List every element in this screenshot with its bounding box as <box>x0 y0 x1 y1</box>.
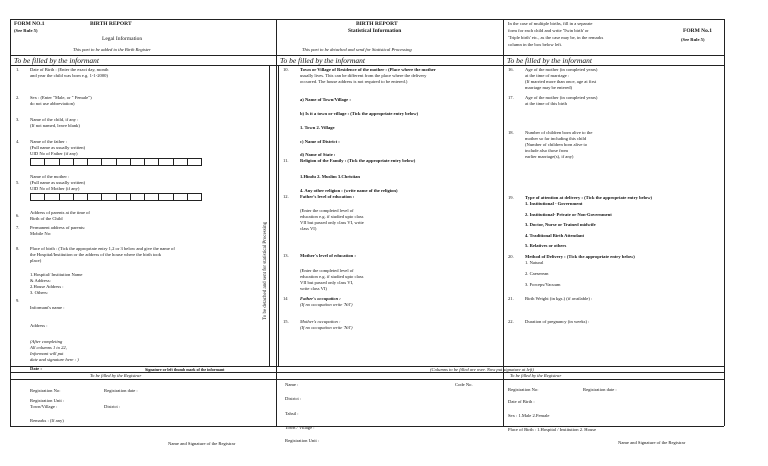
field-number: 11. <box>283 158 289 163</box>
occupation-hint: (If no occupation write 'Nil') <box>300 325 353 330</box>
field-sex-hint: do not use abbreviation) <box>30 101 75 106</box>
field-method-delivery[interactable]: Method of Delivery : (Tick the appropriate entry below) <box>525 254 635 259</box>
rule-line <box>724 19 725 426</box>
education-hint: VII but passed only class VI, write <box>300 220 364 225</box>
town-village[interactable]: Town/Village : <box>30 404 58 409</box>
detach-instruction: To be detached and sent for statistical Processing <box>263 221 268 320</box>
option-house-address[interactable]: 2.House Address : <box>30 284 64 289</box>
rule-line <box>10 366 724 367</box>
field-informant-address[interactable]: Address : <box>30 323 48 328</box>
field-number: 16. <box>508 67 514 72</box>
field-number: 17. <box>508 95 514 100</box>
field-number: 7. <box>16 225 20 230</box>
education-hint: VII but passed only class VI, <box>300 280 354 285</box>
rule-line <box>10 19 724 20</box>
field-number: 15. <box>283 319 289 324</box>
field-number: 8. <box>16 246 20 251</box>
completion-note: (After completing <box>30 339 63 344</box>
option-attention[interactable]: 5. Relatives or others <box>525 243 567 248</box>
education-hint: class VI) <box>300 226 317 231</box>
field-parents-address-hint: Birth of the Child <box>30 216 63 221</box>
rule-line <box>269 66 270 366</box>
field-child-name-hint: (If not named, leave blank) <box>30 123 80 128</box>
code-number[interactable]: Code No. <box>455 382 473 387</box>
field-permanent-address[interactable]: Permanent address of parents: <box>30 225 86 230</box>
report-title: BIRTH REPORT <box>90 21 132 27</box>
district[interactable]: District : <box>285 396 302 401</box>
field-religion[interactable]: Religion of the Family : (Tick the appropriate entry below) <box>300 158 416 163</box>
option-hospital[interactable]: 1.Hospital/ Institution Name <box>30 272 83 277</box>
option-town-village[interactable]: 1. Town 2. Village <box>300 125 335 130</box>
field-mother-residence-hint: occurred. The house address is not required to be entered.) <box>300 79 408 84</box>
rule-line <box>276 19 277 426</box>
district[interactable]: District : <box>104 404 121 409</box>
field-father-occupation[interactable]: Father's occupation : <box>300 296 341 301</box>
option-attention[interactable]: 4. Traditional Birth Attendant <box>525 233 585 238</box>
registration-unit[interactable]: Registration Unit : <box>285 438 320 443</box>
field-child-name[interactable]: Name of the child, if any : <box>30 117 79 122</box>
section-title-informant: To be filled by the informant <box>280 56 365 65</box>
field-number: 3. <box>16 117 20 122</box>
field-district[interactable]: c) Name of District : <box>300 139 340 144</box>
completion-note: All columns 1 to 22, <box>30 345 67 350</box>
option-other-religion[interactable]: 4. Any other religion : (write name of the religion) <box>300 188 398 193</box>
education-hint: (Enter the completed level of <box>300 208 354 213</box>
option-delivery[interactable]: 2. Caeserean <box>525 271 549 276</box>
rule-line <box>10 19 11 426</box>
date-of-birth[interactable]: Date of Birth : <box>508 399 535 404</box>
multiple-birth-note: 'Triple birth' etc., as the case may be, in the remarks <box>508 35 604 40</box>
field-birth-weight[interactable]: Birth Weight (in kgs.) (if available) : <box>525 296 593 301</box>
informant-signature[interactable]: Signature or left thumb mark of the informant <box>145 367 225 372</box>
field-number: 14 <box>283 296 288 301</box>
field-number: 19. <box>508 195 514 200</box>
field-sex[interactable]: Sex : (Enter "Male, or " Female") <box>30 95 92 100</box>
education-hint: education e.g. if studied upto class <box>300 214 364 219</box>
tahsil[interactable]: Tahsil : <box>285 411 299 416</box>
rule-line <box>10 379 724 380</box>
rule-line <box>10 55 724 56</box>
field-hint: include also those from <box>525 148 568 153</box>
field-pregnancy-duration[interactable]: Duration of pregnancy (in weeks) : <box>525 319 590 324</box>
field-informant-name[interactable]: Informant's name : <box>30 305 65 310</box>
field-date-of-birth[interactable]: Date of Birth : (Enter the exact day, month <box>30 67 109 72</box>
stat-report-subtitle: Statistical Information <box>348 28 402 34</box>
father-uid-boxes[interactable] <box>30 158 202 166</box>
registrar-signature[interactable]: Name and Signature of the Registrar <box>618 440 686 445</box>
option-religion[interactable]: 1.Hindu 2. Muslim 3.Christian <box>300 174 360 179</box>
multiple-birth-note: In the case of multiple births, fill in a separate <box>508 21 593 26</box>
option-others[interactable]: 3. Others: <box>30 290 49 295</box>
field-number: 2. <box>16 95 20 100</box>
field-hint: marriage may be entered) <box>525 85 573 90</box>
field-mother-name-hint: (Full name as usually written) <box>30 180 86 185</box>
field-number: 6. <box>16 213 20 218</box>
columns-completed-note: (Columns to be filled are over. Now put signature at left) <box>430 367 534 372</box>
field-father-uid: UID No of Father (if any) <box>30 151 78 156</box>
registration-number[interactable]: Registration No: <box>508 387 539 392</box>
field-number: 9. <box>16 298 20 303</box>
field-hint: at the time of this birth <box>525 101 567 106</box>
education-hint: education e.g. if studied upto class <box>300 274 364 279</box>
field-mother-occupation[interactable]: Mother's occupation : <box>300 319 341 324</box>
option-attention[interactable]: 1. Institutional - Government <box>525 201 583 206</box>
registration-date[interactable]: Registration date : <box>104 388 138 393</box>
field-mother-uid: UID No of Mother (if any) <box>30 186 80 191</box>
place-of-birth[interactable]: Place of Birth : 1.Hospital / Institution 2. House <box>508 427 597 432</box>
field-parents-address[interactable]: Address of parents at the time of <box>30 210 90 215</box>
field-mobile[interactable]: Mobile No: <box>30 231 52 236</box>
stat-report-title: BIRTH REPORT <box>356 21 398 27</box>
field-number: 22. <box>508 319 514 324</box>
header-note: This part to be added to the Birth Register <box>73 47 151 52</box>
occupation-hint: (If no occupation write 'Nil') <box>300 302 353 307</box>
field-hint: earlier marriage(s), if any) <box>525 154 574 159</box>
field-mother-residence-hint: usually lives. This can be different from the place where the delivery <box>300 73 427 78</box>
field-number: 4. <box>16 139 20 144</box>
stat-header-note: This part to be detached and send for Statistical Processing <box>302 47 412 52</box>
field-mother-residence[interactable]: Town or Village of Residence of the mother : (Place where the mother <box>300 67 436 72</box>
report-subtitle: Legal Information <box>102 36 143 42</box>
field-mother-age-birth[interactable]: Age of the mother (in completed years) <box>525 95 598 100</box>
field-number: 1. <box>16 67 20 72</box>
rule-line <box>503 19 504 426</box>
field-place-of-birth-hint: the Hospital/Institution or the address of the house where the birth took <box>30 252 162 257</box>
field-father-name[interactable]: Name of the father : <box>30 139 67 144</box>
field-number: 21. <box>508 296 514 301</box>
field-hint: at the time of marriage : <box>525 73 570 78</box>
field-number: 18. <box>508 130 514 135</box>
rule-line <box>10 65 724 66</box>
option-attention[interactable]: 3. Doctor, Nurse or Trained midwife <box>525 222 596 227</box>
field-number: 5. <box>16 180 20 185</box>
option-hospital-address: & Address: <box>30 278 51 283</box>
field-number: 10. <box>283 67 289 72</box>
field-hint: (Number of children born alive to <box>525 142 588 147</box>
field-state[interactable]: d) Name of State : <box>300 152 336 157</box>
informant-date[interactable]: Date : <box>30 366 42 371</box>
registrar-label: To be filled by the Registrar <box>510 373 562 378</box>
registration-number[interactable]: Registration No: <box>30 388 61 393</box>
rule-reference-right: (See Rule 5) <box>681 37 705 42</box>
multiple-birth-note: column in the box below left. <box>508 42 563 47</box>
rule-line <box>278 66 279 366</box>
field-children-born-alive[interactable]: Number of children born alive to the <box>525 130 593 135</box>
form-number: FORM NO.1 <box>14 21 45 27</box>
name-field[interactable]: Name : <box>285 382 299 387</box>
option-attention[interactable]: 2. Institutional- Private or Non-Government <box>525 212 612 217</box>
field-mother-name[interactable]: Name of the mother : <box>30 174 70 179</box>
registration-date[interactable]: Registration date : <box>583 387 617 392</box>
field-hint: mother so far including this child <box>525 136 587 141</box>
field-town-or-village[interactable]: b) Is it a town or village : (Tick the appropriate entry below) <box>300 111 419 116</box>
remarks[interactable]: Remarks : (If any) <box>30 418 64 423</box>
field-mother-education[interactable]: Mother's level of education : <box>300 253 356 258</box>
field-father-name-hint: (Full name as usually written) <box>30 145 86 150</box>
completion-note: date and signature here : ) <box>30 357 79 362</box>
section-title-informant: To be filled by the informant <box>14 56 99 65</box>
education-hint: (Enter the completed level of <box>300 268 354 273</box>
registrar-label: To be filled by the Registrar <box>90 373 142 378</box>
multiple-birth-note: form for each child and write 'Twin birth' or <box>508 28 589 33</box>
completion-note: Informant will put <box>30 351 64 356</box>
section-title-informant: To be filled by the informant <box>507 56 592 65</box>
town-village[interactable]: Town / Village : <box>285 425 315 430</box>
field-father-education[interactable]: Father's level of education : <box>300 194 355 199</box>
mother-uid-boxes[interactable] <box>30 193 202 201</box>
option-delivery[interactable]: 3. Forceps/Vacuum <box>525 282 561 287</box>
education-hint: write class VI) <box>300 286 327 291</box>
field-attention-delivery[interactable]: Type of attention at delivery : (Tick the appropriate entry below) <box>525 195 653 200</box>
rule-line <box>10 426 724 427</box>
field-hint: (If married more than once, age at first <box>525 79 597 84</box>
field-number: 13. <box>283 253 289 258</box>
field-place-of-birth[interactable]: Place of birth : (Tick the appropriate entry 1,2 or 3 below and give the name of <box>30 246 175 251</box>
field-number: 12. <box>283 194 289 199</box>
form-number-right: FORM No.1 <box>683 28 713 34</box>
option-delivery[interactable]: 1. Natural <box>525 260 544 265</box>
field-town-village-name[interactable]: a) Name of Town/Village : <box>300 97 351 102</box>
sex-options[interactable]: Sex : 1.Male 2.Female <box>508 413 550 418</box>
field-date-of-birth-hint: and year the child was born e.g. 1-1-2000) <box>30 73 108 78</box>
registration-unit[interactable]: Registration Unit : <box>30 398 65 403</box>
field-place-of-birth-hint: place) <box>30 258 42 263</box>
field-mother-age-marriage[interactable]: Age of the mother (in completed years) <box>525 67 598 72</box>
rule-reference: (See Rule 5) <box>14 28 38 33</box>
field-number: 20. <box>508 254 514 259</box>
registrar-signature[interactable]: Name and Signature of the Registrar <box>168 441 236 446</box>
